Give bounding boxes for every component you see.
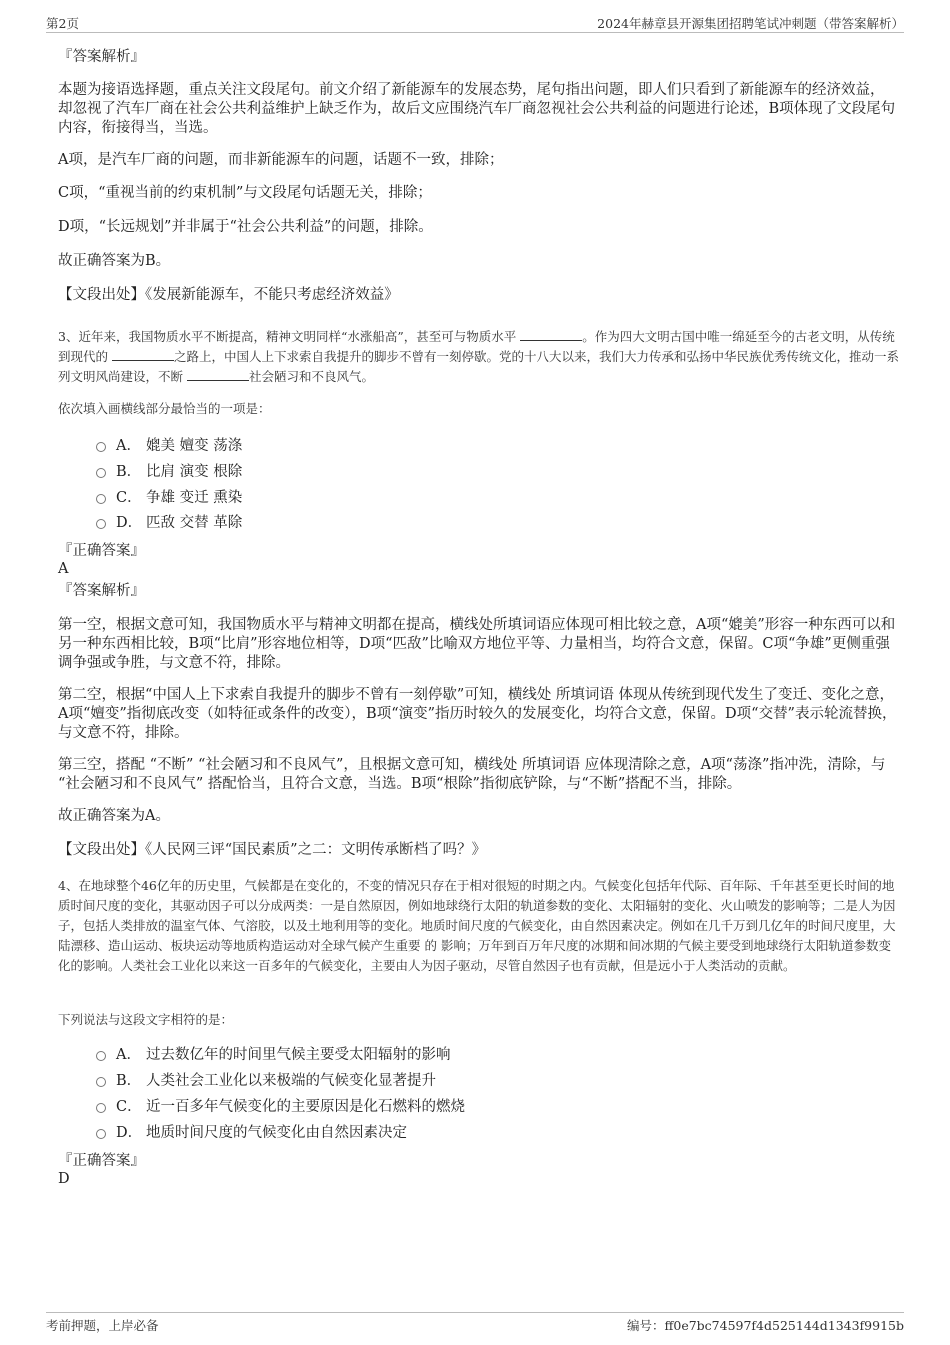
q3-answer-label: 『正确答案』 bbox=[58, 543, 145, 559]
q3-analysis-p1: 第一空，根据文意可知，我国物质水平与精神文明都在提高，横线处所填词语应体现可相比较之意，A项“媲美”形容一种东西可以和另一种东西相比较，B项“比肩”形容地位相等，D项“匹敌”比喻双方地位平等、力量相当，均符合文意，保留。C项“争雄”更侧重强调争强或争胜，与文意不符，排除。 bbox=[58, 617, 896, 671]
q2-analysis-p1: 本题为接语选择题，重点关注文段尾句。前文介绍了新能源车的发展态势，尾句指出问题，即人们只看到了新能源车的经济效益，却忽视了汽车厂商在社会公共利益维护上缺乏作为，故后文应围绕汽车厂商忽视社会公共利益的问题进行论述，B项体现了文段尾句内容，衔接得当，当选。 bbox=[58, 82, 896, 136]
radio-icon[interactable] bbox=[96, 494, 106, 504]
q4-option-b[interactable]: B． 人类社会工业化以来极端的气候变化显著提升 bbox=[96, 1071, 436, 1091]
q4-option-c[interactable]: C． 近一百多年气候变化的主要原因是化石燃料的燃烧 bbox=[96, 1097, 465, 1117]
q3-analysis-label: 『答案解析』 bbox=[58, 583, 145, 599]
footer-slogan: 考前押题，上岸必备 bbox=[46, 1318, 159, 1333]
q3-option-b[interactable]: B． 比肩 演变 根除 bbox=[96, 462, 242, 482]
q4-answer: D bbox=[58, 1171, 70, 1187]
q3-source: 【文段出处】《人民网三评“国民素质”之二：文明传承断档了吗？》 bbox=[58, 842, 487, 858]
q2-analysis-p3: C项，“重视当前的约束机制”与文段尾句话题无关，排除； bbox=[58, 185, 432, 201]
q3-prompt: 依次填入画横线部分最恰当的一项是： bbox=[58, 401, 271, 416]
q2-source: 【文段出处】《发展新能源车，不能只考虑经济效益》 bbox=[58, 287, 399, 303]
q3-option-c[interactable]: C． 争雄 变迁 熏染 bbox=[96, 488, 242, 508]
page-footer bbox=[46, 1312, 904, 1333]
document-id: 编号：ff0e7bc74597f4d525144d1343f9915b bbox=[626, 1318, 904, 1333]
radio-icon[interactable] bbox=[96, 468, 106, 478]
q4-stem: 4、在地球整个46亿年的历史里，气候都是在变化的，不变的情况只存在于相对很短的时期之内。气候变化包括年代际、百年际、千年甚至更长时间的地质时间尺度的变化，其驱动因子可以分成两类：一是自然原因，例如地球绕行太阳的轨道参数的变化、太阳辐射的变化、火山喷发的影响等；二是人为因子，包括人类排放的温室气体、气溶胶，以及土地利用等的变化。地质时间尺度的气候变化，由自然因素决定。例如在几千万到几亿年的时间尺度里，大陆漂移、造山运动、板块运动等地质构造运动对全球气候产生重要 的 影响；万年到百万年尺度的冰期和间冰期的气候主要受到地球绕行太阳轨道参数变化的影响。人类社会工业化以来这一百多年的气候变化，主要由人为因子驱动，尽管自然因子也有贡献，但是远小于人类活动的贡献。 bbox=[58, 878, 896, 973]
q4-prompt: 下列说法与这段文字相符的是： bbox=[58, 1012, 234, 1027]
document-title: 2024年赫章县开源集团招聘笔试冲刺题（带答案解析） bbox=[597, 16, 904, 31]
q4-answer-label: 『正确答案』 bbox=[58, 1153, 145, 1169]
page-header bbox=[46, 14, 904, 33]
q4-option-d[interactable]: D． 地质时间尺度的气候变化由自然因素决定 bbox=[96, 1123, 407, 1143]
q2-analysis-p4: D项，“长远规划”并非属于“社会公共利益”的问题，排除。 bbox=[58, 219, 433, 235]
radio-icon[interactable] bbox=[96, 519, 106, 529]
radio-icon[interactable] bbox=[96, 1051, 106, 1061]
q2-conclusion: 故正确答案为B。 bbox=[58, 253, 171, 269]
q3-answer: A bbox=[58, 561, 69, 577]
q3-stem: 3、近年来，我国物质水平不断提高，精神文明同样“水涨船高”，甚至可与物质水平 。作为四大文明古国中唯一绵延至今的古老文明，从传统到现代的 之路上，中国人上下求索自我提升的脚步不曾有一刻停歇。党的十八大以来，我们大力传承和弘扬中华民族优秀传统文化，推动一系列文明风尚建设，不断 社会陋习和不良风气。 bbox=[58, 329, 899, 384]
q3-analysis-p3: 第三空，搭配 “不断” “社会陋习和不良风气”，且根据文意可知，横线处 所填词语 应体现清除之意，A项“荡涤”指冲洗，清除，与 “社会陋习和不良风气” 搭配恰当，且符合文意，当选。B项“根除”指彻底铲除，与“不断”搭配不当，排除。 bbox=[58, 757, 886, 792]
q3-option-d[interactable]: D． 匹敌 交替 革除 bbox=[96, 513, 242, 533]
q4-option-a[interactable]: A． 过去数亿年的时间里气候主要受太阳辐射的影响 bbox=[96, 1045, 451, 1065]
q3-option-a[interactable]: A． 媲美 嬗变 荡涤 bbox=[96, 436, 242, 456]
blank-3 bbox=[187, 368, 249, 381]
blank-2 bbox=[112, 348, 174, 361]
q3-conclusion: 故正确答案为A。 bbox=[58, 808, 170, 824]
q2-analysis-p2: A项，是汽车厂商的问题，而非新能源车的问题，话题不一致，排除； bbox=[58, 152, 504, 168]
radio-icon[interactable] bbox=[96, 442, 106, 452]
radio-icon[interactable] bbox=[96, 1077, 106, 1087]
radio-icon[interactable] bbox=[96, 1103, 106, 1113]
radio-icon[interactable] bbox=[96, 1129, 106, 1139]
q3-analysis-p2: 第二空，根据“中国人上下求索自我提升的脚步不曾有一刻停歇”可知，横线处 所填词语 体现从传统到现代发生了变迁、变化之意，A项“嬗变”指彻底改变（如特征或条件的改变），B项“演变”指历时较久的发展变化，均符合文意，保留。D项“交替”表示轮流替换，与文意不符，排除。 bbox=[58, 687, 897, 741]
blank-1 bbox=[520, 328, 582, 341]
page-number: 第2页 bbox=[46, 16, 79, 31]
q2-analysis-label: 『答案解析』 bbox=[58, 49, 145, 65]
